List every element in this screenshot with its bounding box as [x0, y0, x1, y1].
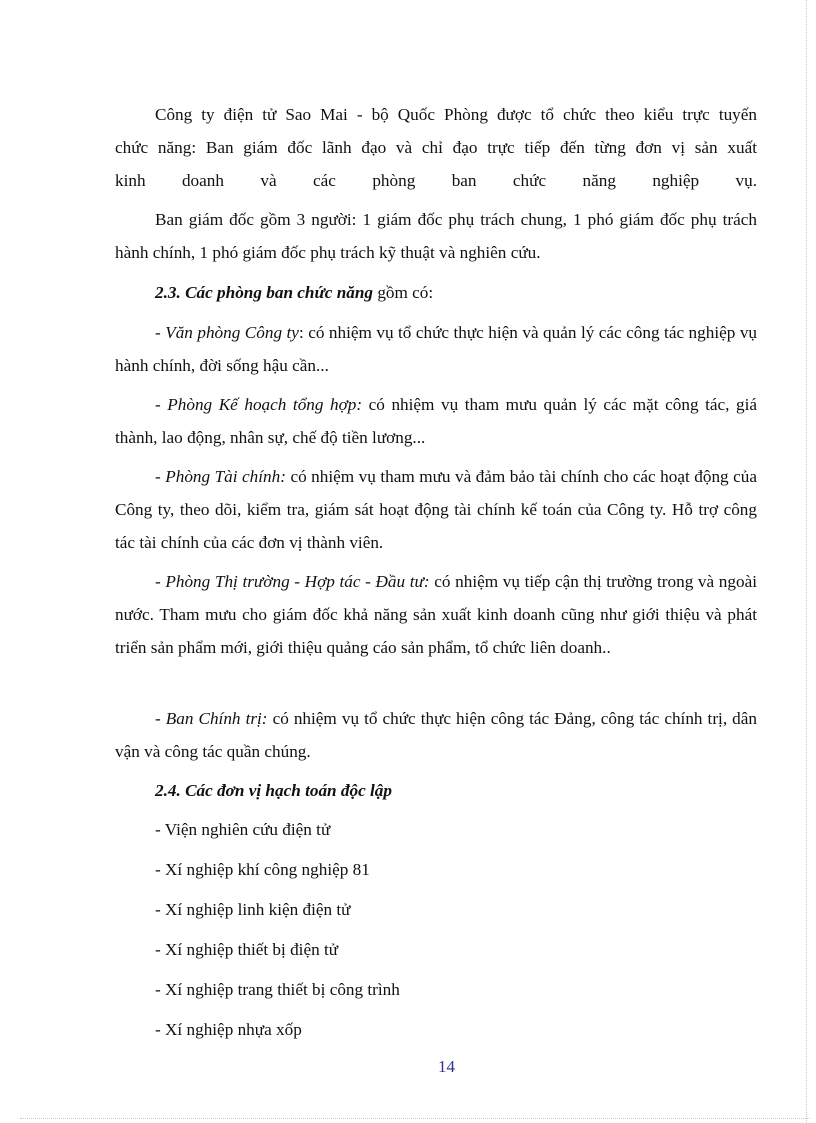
- unit-list-item: - Xí nghiệp nhựa xốp: [155, 1020, 302, 1039]
- paragraph-intro-line-2: chức năng: Ban giám đốc lãnh đạo và chỉ đạo trực tiếp đến từng đơn vị sản xuất: [115, 138, 757, 157]
- page-number: 14: [438, 1057, 455, 1076]
- department-description: có nhiệm vụ tham mưu và đảm bảo tài chính cho các hoạt động của Công ty, theo dõi, kiểm tra, giám sát hoạt động tài chính kế toán của Công ty. Hỗ trợ công tác tài chính của các đơn vị thành viên.: [115, 467, 758, 552]
- unit-list-item: - Xí nghiệp linh kiện điện tử: [155, 900, 351, 919]
- paragraph-intro-line-3: kinh doanh và các phòng ban chức năng nghiệp vụ.: [115, 171, 757, 190]
- paragraph-intro-line-1: Công ty điện tử Sao Mai - bộ Quốc Phòng được tổ chức theo kiểu trực tuyến: [155, 105, 757, 124]
- paragraph-board: Ban giám đốc gồm 3 người: 1 giám đốc phụ trách chung, 1 phó giám đốc phụ trách hành chính, 1 phó giám đốc phụ trách kỹ thuật và nghiên cứu.: [115, 210, 757, 262]
- department-description: : có nhiệm vụ tổ chức thực hiện và quản lý các công tác nghiệp vụ hành chính, đời sống hậu cần...: [115, 323, 758, 375]
- department-item: [115, 565, 757, 664]
- section-2-3-title: 2.3. Các phòng ban chức năng: [155, 283, 374, 302]
- department-name: - Văn phòng Công ty: [155, 323, 299, 342]
- department-item: [115, 702, 757, 768]
- department-name: - Phòng Kế hoạch tổng hợp:: [155, 395, 363, 414]
- section-2-3-title-tail: gồm có:: [373, 283, 434, 302]
- department-description: có nhiệm vụ tiếp cận thị trường trong và ngoài nước. Tham mưu cho giám đốc khả năng sản xuất kinh doanh cũng như giới thiệu và phát triển sản phẩm mới, giới thiệu quảng cáo sản phẩm, tổ chức liên doanh..: [115, 572, 757, 657]
- section-2-4-heading: [115, 774, 757, 807]
- section-2-4-title: 2.4. Các đơn vị hạch toán độc lập: [155, 781, 392, 800]
- department-item: [115, 388, 757, 454]
- department-description: có nhiệm vụ tham mưu quản lý các mặt công tác, giá thành, lao động, nhân sự, chế độ tiền lương...: [115, 395, 757, 447]
- department-name: - Ban Chính trị:: [155, 709, 268, 728]
- department-item: [115, 316, 757, 382]
- unit-list-item: - Viện nghiên cứu điện tử: [155, 820, 331, 839]
- department-description: có nhiệm vụ tổ chức thực hiện công tác Đảng, công tác chính trị, dân vận và công tác quần chúng.: [115, 709, 757, 761]
- unit-list-item: - Xí nghiệp trang thiết bị công trình: [155, 980, 400, 999]
- unit-list-item: - Xí nghiệp khí công nghiệp 81: [155, 860, 370, 879]
- page-edge-right: [806, 0, 807, 1123]
- department-item: [115, 460, 757, 559]
- section-2-3-heading: [115, 276, 757, 309]
- department-name: - Phòng Tài chính:: [155, 467, 286, 486]
- unit-list-item: - Xí nghiệp thiết bị điện tử: [155, 940, 339, 959]
- department-name: - Phòng Thị trường - Hợp tác - Đầu tư:: [155, 572, 430, 591]
- page-edge-bottom: [20, 1118, 810, 1119]
